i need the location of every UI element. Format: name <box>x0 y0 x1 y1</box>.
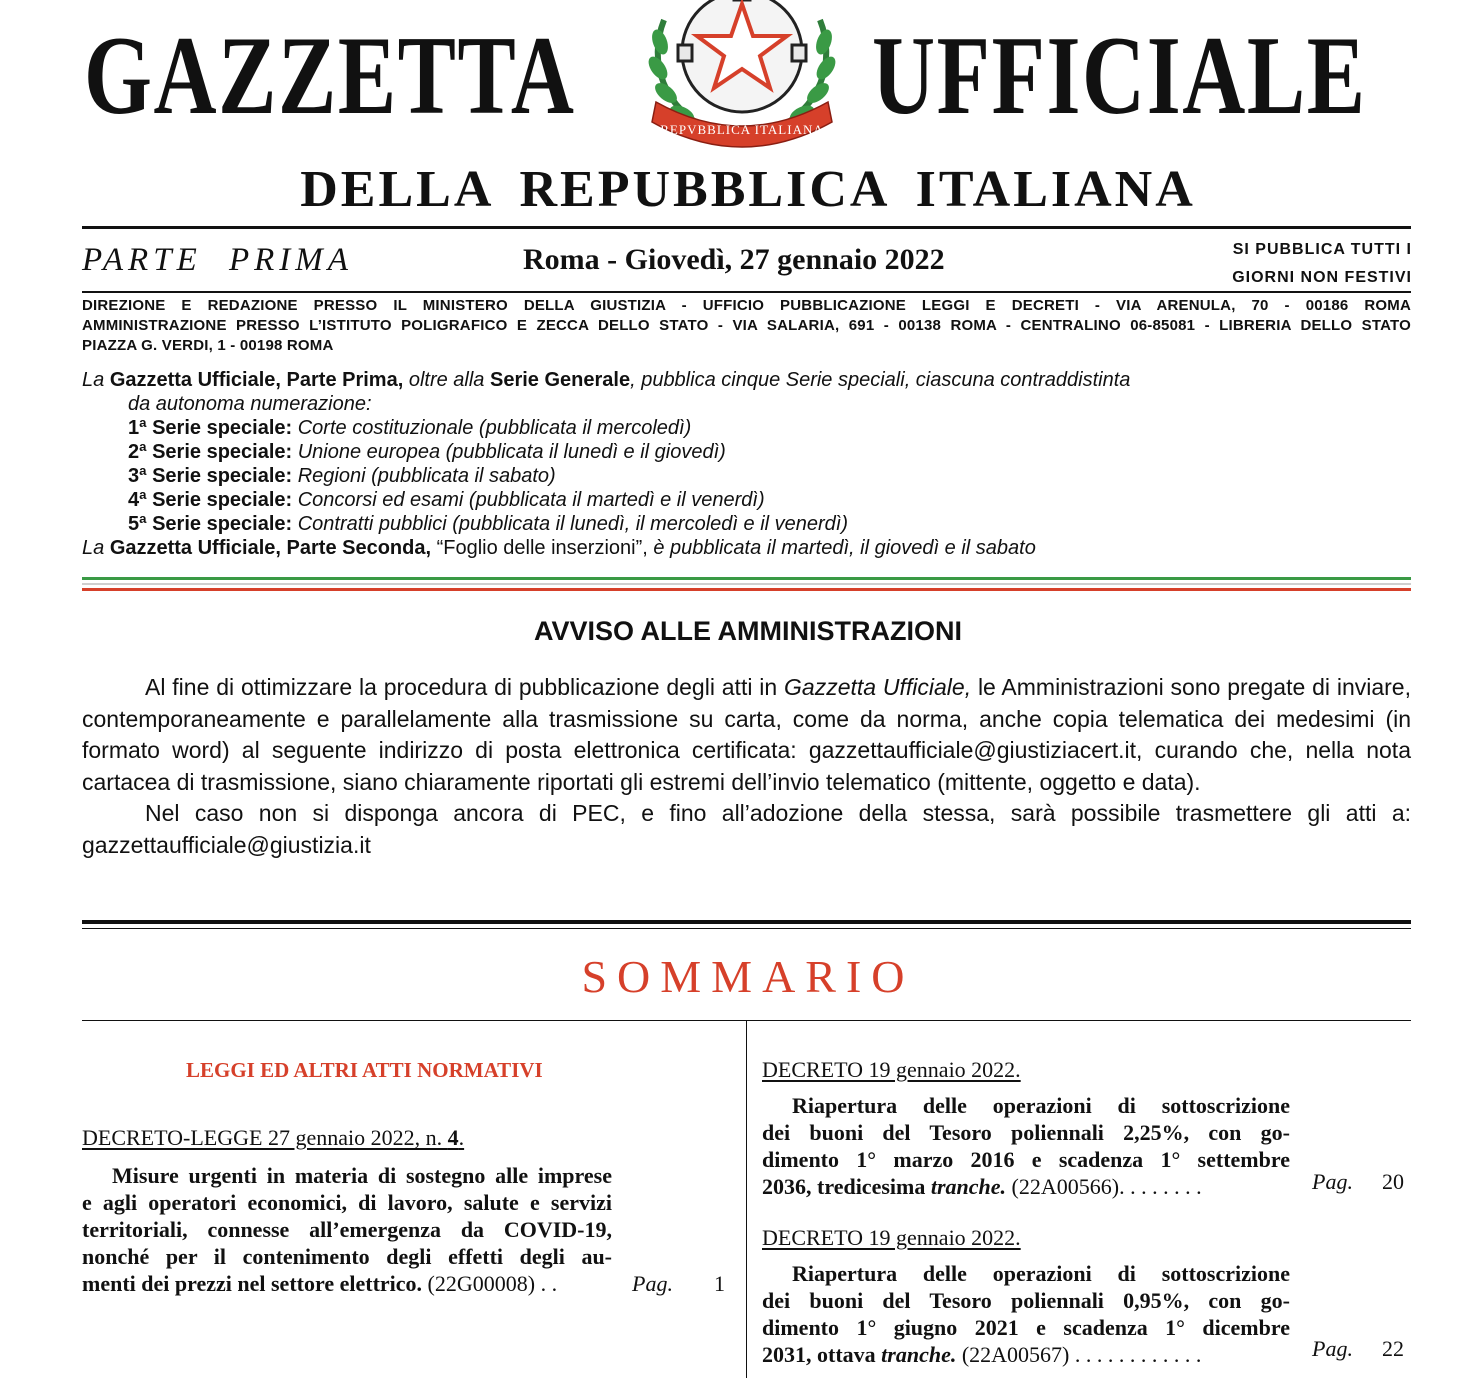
series-intro-b: Gazzetta Ufficiale, Parte Prima, <box>109 369 404 391</box>
series-intro-f: da autonoma numerazione: <box>128 393 372 415</box>
top-rule <box>82 226 1411 229</box>
frequency-line-2: GIORNI NON FESTIVI <box>1232 269 1412 286</box>
entry-title-number: 4 <box>447 1125 459 1150</box>
page-ref <box>1312 1336 1353 1362</box>
series-item <box>82 440 1411 464</box>
series-desc: Concorsi ed esami (pubblicata il martedì e il venerdì) <box>292 489 765 511</box>
series-label: 1ª Serie speciale: <box>128 417 293 439</box>
entry-line-4-a: 2031, ottava <box>762 1342 882 1367</box>
series-item <box>82 464 1411 488</box>
entry-line: dei buoni del Tesoro poliennali 0,95%, con go- <box>762 1288 1290 1313</box>
series-label: 2ª Serie speciale: <box>128 441 293 463</box>
entry-description <box>762 1092 1290 1200</box>
publication-frequency <box>1232 236 1412 292</box>
masthead-title-right: UFFICIALE <box>872 14 1367 138</box>
series-item <box>82 488 1411 512</box>
entry-line-4-b: tranche. <box>881 1342 957 1367</box>
entry-line: Riapertura delle operazioni di sottoscrizione <box>792 1261 1290 1286</box>
series-desc: Regioni (pubblicata il sabato) <box>292 465 556 487</box>
avviso-p1-a: Al fine di ottimizzare la procedura di pubblicazione degli atti in <box>145 674 785 700</box>
series-item <box>82 512 1411 536</box>
entry-line-5-a: menti dei prezzi nel settore elettrico. <box>82 1271 423 1296</box>
entry-line <box>82 1270 612 1297</box>
page-number: 22 <box>1382 1336 1404 1361</box>
series-outro-b: Gazzetta Ufficiale, Parte Seconda, <box>109 537 432 559</box>
page-label: Pag. <box>1312 1336 1353 1361</box>
series-intro-e: , pubblica cinque Serie speciali, ciascuna contraddistinta <box>630 369 1131 391</box>
series-outro-d: è pubblicata il martedì, il giovedì e il sabato <box>647 537 1036 559</box>
address-line-1: DIREZIONE E REDAZIONE PRESSO IL MINISTERO DELLA GIUSTIZIA - UFFICIO PUBBLICAZIONE LEGGI E DECRETI - VIA ARENULA, 70 - 00186 ROMA <box>82 297 1411 314</box>
series-outro-a: La <box>82 537 110 559</box>
series-info <box>82 368 1411 560</box>
series-desc: Contratti pubblici (pubblicata il lunedì, il mercoledì e il venerdì) <box>292 513 849 535</box>
entry-code: (22A00566). . . . . . . . <box>1006 1174 1202 1199</box>
issue-date: Roma - Giovedì, 27 gennaio 2022 <box>523 243 945 276</box>
entry-line-4-a: 2036, tredicesima <box>762 1174 931 1199</box>
series-intro <box>82 368 1411 392</box>
entry-code: (22A00567) . . . . . . . . . . . . <box>956 1342 1202 1367</box>
series-outro <box>82 536 1411 560</box>
frequency-line-1: SI PUBBLICA TUTTI I <box>1232 241 1412 258</box>
emblem-of-italy-icon <box>642 0 842 160</box>
issue-rule <box>82 291 1411 293</box>
entry-line: dimento 1° giugno 2021 e scadenza 1° dicembre <box>762 1315 1290 1340</box>
entry-line: dei buoni del Tesoro poliennali 2,25%, con go- <box>762 1120 1290 1145</box>
sommario-rule-thin <box>82 928 1411 929</box>
section-heading: LEGGI ED ALTRI ATTI NORMATIVI <box>186 1058 543 1082</box>
entry-description <box>762 1260 1290 1368</box>
entry-line: e agli operatori economici, di lavoro, salute e servizi <box>82 1190 612 1215</box>
series-desc: Unione europea (pubblicata il lunedì e il giovedì) <box>292 441 726 463</box>
emblem-ribbon-text: REPVBBLICA ITALIANA <box>660 122 824 137</box>
entry-title-link[interactable] <box>82 1125 464 1151</box>
avviso-p1-b: Gazzetta Ufficiale, <box>784 674 972 700</box>
series-desc: Corte costituzionale (pubblicata il mercoledì) <box>292 417 692 439</box>
tricolor-green-stripe <box>82 577 1411 580</box>
page-number: 1 <box>714 1271 725 1296</box>
entry-title-link[interactable]: DECRETO 19 gennaio 2022. <box>762 1057 1021 1082</box>
parte-label: PARTE PRIMA <box>82 242 353 278</box>
entry-line: Riapertura delle operazioni di sottoscrizione <box>792 1093 1290 1118</box>
entry-line-4-b: tranche. <box>930 1174 1007 1199</box>
avviso-title: AVVISO ALLE AMMINISTRAZIONI <box>534 616 962 646</box>
page-number: 20 <box>1382 1169 1404 1194</box>
page-label: Pag. <box>632 1271 673 1296</box>
series-label: 4ª Serie speciale: <box>128 489 293 511</box>
entry-description <box>82 1162 612 1297</box>
avviso-body <box>82 672 1411 861</box>
sommario-title: SOMMARIO <box>581 951 915 1002</box>
avviso-paragraph-1 <box>82 672 1411 798</box>
entry-title-a: DECRETO-LEGGE 27 gennaio 2022, n. <box>82 1125 448 1150</box>
address-block <box>82 296 1411 356</box>
address-line-3: PIAZZA G. VERDI, 1 - 00198 ROMA <box>82 337 334 354</box>
series-outro-c: “Foglio delle inserzioni”, <box>431 537 648 559</box>
series-item <box>82 416 1411 440</box>
tricolor-white-stripe <box>82 583 1411 585</box>
series-label: 5ª Serie speciale: <box>128 513 293 535</box>
entry-line: territoriali, connesse all’emergenza da COVID-19, <box>82 1217 612 1242</box>
series-intro-a: La <box>82 369 110 391</box>
sommario-rule-thick <box>82 920 1411 924</box>
tricolor-red-stripe <box>82 588 1411 591</box>
page-ref <box>632 1271 673 1297</box>
avviso-p1-c: le Amministrazioni sono pregate di inviare, contemporaneamente e parallelamente alla trasmissione su carta, come da norma, anche copia telematica dei medesimi (in formato word) al seguente indirizzo di posta elettronica certificata: gazzettaufficiale@giustiziacert.it, curando che, nella nota cartacea di trasmissione, siano chiaramente riportati gli estremi dell’invio telematico (mittente, oggetto e data). <box>82 674 1411 795</box>
page-label: Pag. <box>1312 1169 1353 1194</box>
series-label: 3ª Serie speciale: <box>128 465 293 487</box>
entry-line: nonché per il contenimento degli effetti degli au- <box>82 1244 612 1269</box>
page-ref <box>1312 1169 1353 1195</box>
entry-line <box>762 1173 1290 1200</box>
entry-line <box>762 1341 1290 1368</box>
avviso-paragraph-2: Nel caso non si disponga ancora di PEC, e fino all’adozione della stessa, sarà possibile trasmettere gli atti a: gazzettaufficiale@giustizia.it <box>82 800 1411 858</box>
address-line-2: AMMINISTRAZIONE PRESSO L’ISTITUTO POLIGRAFICO E ZECCA DELLO STATO - VIA SALARIA, 691 - 00138 ROMA - CENTRALINO 06-85081 - LIBRERIA DELLO STATO <box>82 317 1411 334</box>
series-intro-d: Serie Generale <box>489 369 631 391</box>
masthead-title-left: GAZZETTA <box>84 14 576 138</box>
entry-title-c: . <box>458 1125 465 1150</box>
masthead-subtitle: DELLA REPUBBLICA ITALIANA <box>300 161 1196 218</box>
entry-code: (22G00008) . . <box>422 1271 558 1296</box>
entry-line: dimento 1° marzo 2016 e scadenza 1° settembre <box>762 1147 1290 1172</box>
series-intro-c: oltre alla <box>403 369 490 391</box>
entry-line: Misure urgenti in materia di sostegno alle imprese <box>112 1163 612 1188</box>
entry-title-link[interactable]: DECRETO 19 gennaio 2022. <box>762 1225 1021 1250</box>
column-divider <box>746 1021 747 1378</box>
